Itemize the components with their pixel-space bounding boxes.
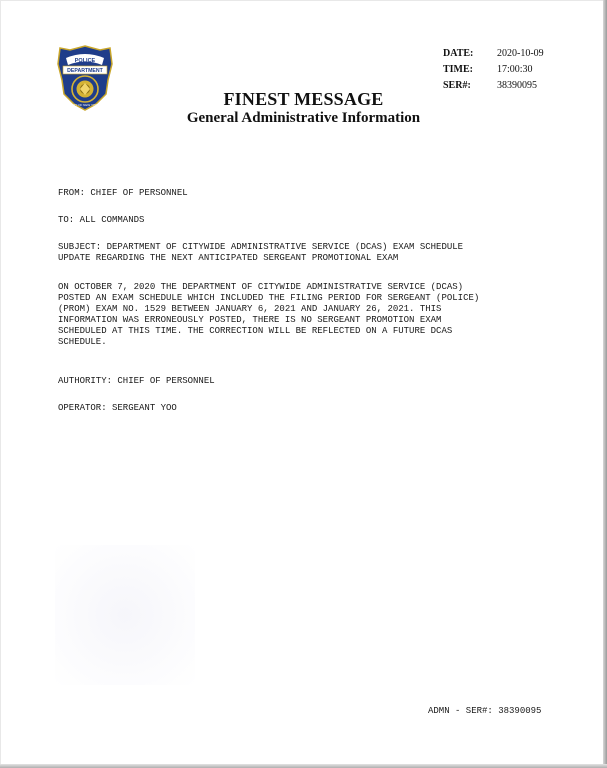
document-title: FINEST MESSAGE [223, 89, 384, 109]
paragraph-line: INFORMATION WAS ERRONEOUSLY POSTED, THERE IS NO SERGEANT PROMOTION EXAM [58, 315, 442, 325]
operator-line: OPERATOR: SERGEANT YOO [58, 403, 177, 413]
message-meta [443, 46, 544, 94]
paragraph-line: SCHEDULED AT THIS TIME. THE CORRECTION WILL BE REFLECTED ON A FUTURE DCAS [58, 326, 453, 336]
time-value: 17:00:30 [497, 64, 533, 75]
authority-line: AUTHORITY: CHIEF OF PERSONNEL [58, 376, 215, 386]
paragraph-line: ON OCTOBER 7, 2020 THE DEPARTMENT OF CITYWIDE ADMINISTRATIVE SERVICE (DCAS) [58, 282, 464, 292]
badge-ring-text: CITY OF NEW YORK [70, 103, 100, 107]
date-label: DATE: [443, 48, 474, 59]
subject-block [58, 242, 463, 264]
paragraph-line: (PROM) EXAM NO. 1529 BETWEEN JANUARY 6, 2021 AND JANUARY 26, 2021. THIS [58, 304, 442, 314]
from-line: FROM: CHIEF OF PERSONNEL [58, 188, 188, 198]
footer-serial: ADMN - SER#: 38390095 [428, 706, 542, 716]
paragraph-line: SCHEDULE. [58, 337, 107, 347]
badge-banner-text: DEPARTMENT [67, 68, 103, 75]
date-row [443, 46, 544, 62]
date-value: 2020-10-09 [497, 48, 544, 59]
message-paragraph [58, 282, 479, 348]
document-subtitle: General Administrative Information [186, 110, 421, 126]
time-label: TIME: [443, 64, 473, 75]
subject-line: SUBJECT: DEPARTMENT OF CITYWIDE ADMINISTRATIVE SERVICE (DCAS) EXAM SCHEDULE [58, 242, 464, 252]
time-row [443, 62, 544, 78]
subject-line: UPDATE REGARDING THE NEXT ANTICIPATED SERGEANT PROMOTIONAL EXAM [58, 253, 399, 263]
serial-value: 38390095 [497, 80, 537, 91]
badge-top-text: POLICE [74, 58, 96, 64]
serial-label: SER#: [443, 80, 471, 91]
to-line: TO: ALL COMMANDS [58, 215, 145, 225]
paragraph-line: POSTED AN EXAM SCHEDULE WHICH INCLUDED THE FILING PERIOD FOR SERGEANT (POLICE) [58, 293, 480, 303]
